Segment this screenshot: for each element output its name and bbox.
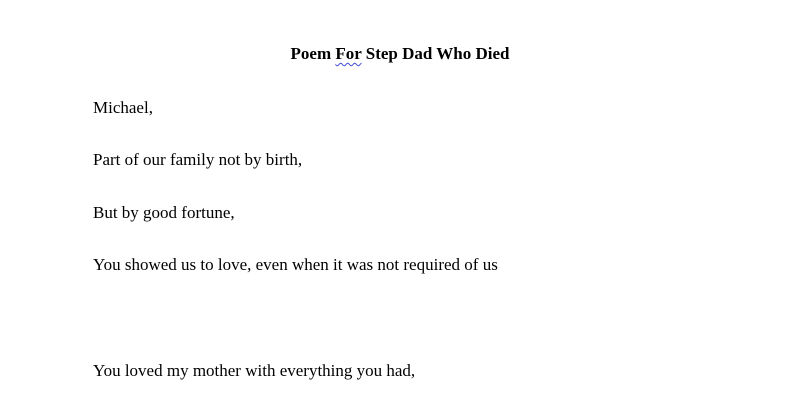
spellcheck-flagged-word[interactable]: For	[335, 44, 362, 63]
poem-line: You loved my mother with everything you had,	[93, 361, 416, 380]
poem-line: Michael,	[93, 98, 153, 117]
poem-title-part-2: Step Dad Who Died	[361, 44, 510, 63]
poem-line: You showed us to love, even when it was not required of us	[93, 255, 498, 274]
poem-title	[0, 43, 800, 65]
poem-line: Part of our family not by birth,	[93, 150, 303, 169]
poem-title-part-1: Poem	[290, 44, 336, 63]
poem-line: But by good fortune,	[93, 203, 235, 222]
